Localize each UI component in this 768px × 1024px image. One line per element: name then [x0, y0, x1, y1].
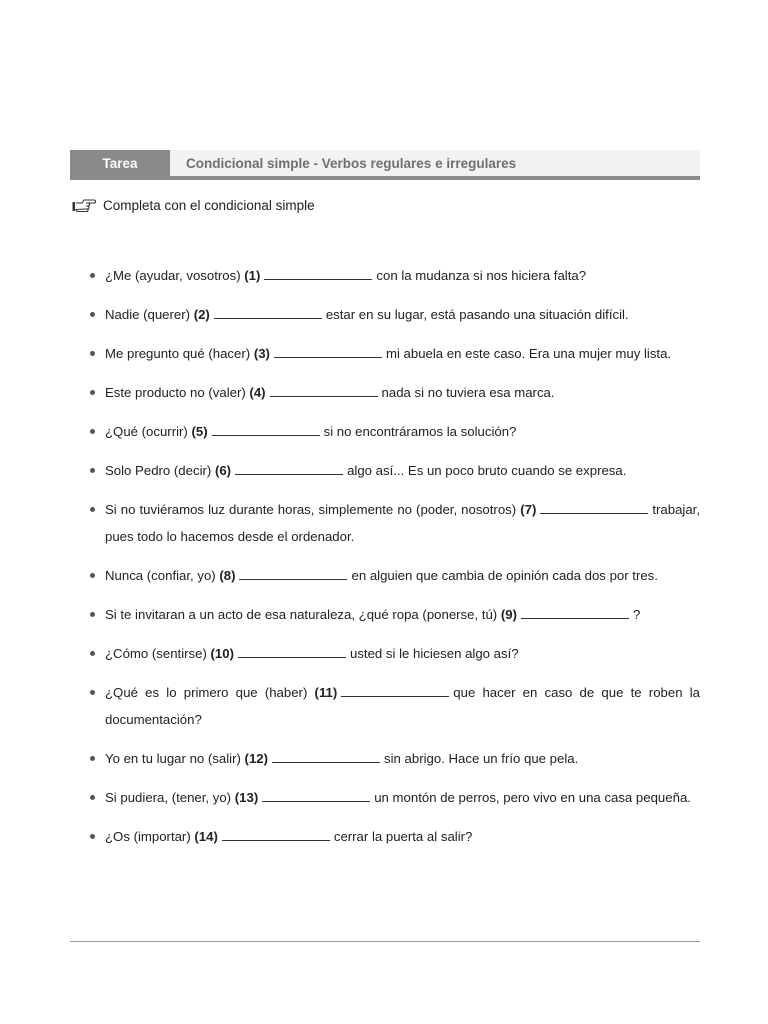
- exercise-item-2: Nadie (querer) (2) estar en su lugar, está pasando una situación difícil.: [90, 301, 700, 328]
- bullet: [90, 795, 95, 800]
- answer-blank-14[interactable]: [222, 827, 330, 841]
- exercise-item-12: Yo en tu lugar no (salir) (12) sin abrigo. Hace un frío que pela.: [90, 745, 700, 772]
- answer-blank-8[interactable]: [239, 566, 347, 580]
- answer-blank-2[interactable]: [214, 305, 322, 319]
- instruction-text: Completa con el condicional simple: [103, 197, 315, 213]
- answer-blank-3[interactable]: [274, 344, 382, 358]
- answer-blank-7[interactable]: [540, 500, 648, 514]
- answer-blank-11[interactable]: [341, 683, 449, 697]
- answer-blank-9[interactable]: [521, 605, 629, 619]
- answer-blank-1[interactable]: [264, 266, 372, 280]
- bullet: [90, 612, 95, 617]
- bullet: [90, 351, 95, 356]
- pointing-hand-icon: [72, 197, 96, 213]
- bullet: [90, 429, 95, 434]
- exercise-item-11: ¿Qué es lo primero que (haber) (11) que hacer en caso de que te roben la documentación?: [90, 679, 700, 733]
- bullet: [90, 312, 95, 317]
- task-tag: Tarea: [70, 150, 170, 176]
- answer-blank-4[interactable]: [270, 383, 378, 397]
- exercise-item-9: Si te invitaran a un acto de esa naturaleza, ¿qué ropa (ponerse, tú) (9) ?: [90, 601, 700, 628]
- bullet: [90, 507, 95, 512]
- bullet: [90, 390, 95, 395]
- exercise-item-13: Si pudiera, (tener, yo) (13) un montón de perros, pero vivo en una casa pequeña.: [90, 784, 700, 811]
- answer-blank-6[interactable]: [235, 461, 343, 475]
- exercise-item-10: ¿Cómo (sentirse) (10) usted si le hiciesen algo así?: [90, 640, 700, 667]
- answer-blank-5[interactable]: [212, 422, 320, 436]
- bullet: [90, 690, 95, 695]
- instruction: [72, 197, 315, 213]
- header-rule: [70, 176, 700, 180]
- task-header: [70, 150, 700, 176]
- bullet: [90, 273, 95, 278]
- answer-blank-12[interactable]: [272, 749, 380, 763]
- bullet: [90, 573, 95, 578]
- exercise-item-7: Si no tuviéramos luz durante horas, simplemente no (poder, nosotros) (7) trabajar, pues todo lo hacemos desde el ordenador.: [90, 496, 700, 550]
- exercise-item-14: ¿Os (importar) (14) cerrar la puerta al salir?: [90, 823, 700, 850]
- task-title: Condicional simple - Verbos regulares e irregulares: [170, 150, 700, 176]
- exercise-item-6: Solo Pedro (decir) (6) algo así... Es un poco bruto cuando se expresa.: [90, 457, 700, 484]
- exercise-item-5: ¿Qué (ocurrir) (5) si no encontráramos la solución?: [90, 418, 700, 445]
- answer-blank-10[interactable]: [238, 644, 346, 658]
- exercise-item-8: Nunca (confiar, yo) (8) en alguien que cambia de opinión cada dos por tres.: [90, 562, 700, 589]
- exercise-item-4: Este producto no (valer) (4) nada si no tuviera esa marca.: [90, 379, 700, 406]
- exercise-list: [90, 262, 700, 862]
- bullet: [90, 756, 95, 761]
- bullet: [90, 834, 95, 839]
- answer-blank-13[interactable]: [262, 788, 370, 802]
- bullet: [90, 468, 95, 473]
- bullet: [90, 651, 95, 656]
- exercise-item-3: Me pregunto qué (hacer) (3) mi abuela en este caso. Era una mujer muy lista.: [90, 340, 700, 367]
- exercise-item-1: ¿Me (ayudar, vosotros) (1) con la mudanza si nos hiciera falta?: [90, 262, 700, 289]
- footer-rule: [70, 941, 700, 942]
